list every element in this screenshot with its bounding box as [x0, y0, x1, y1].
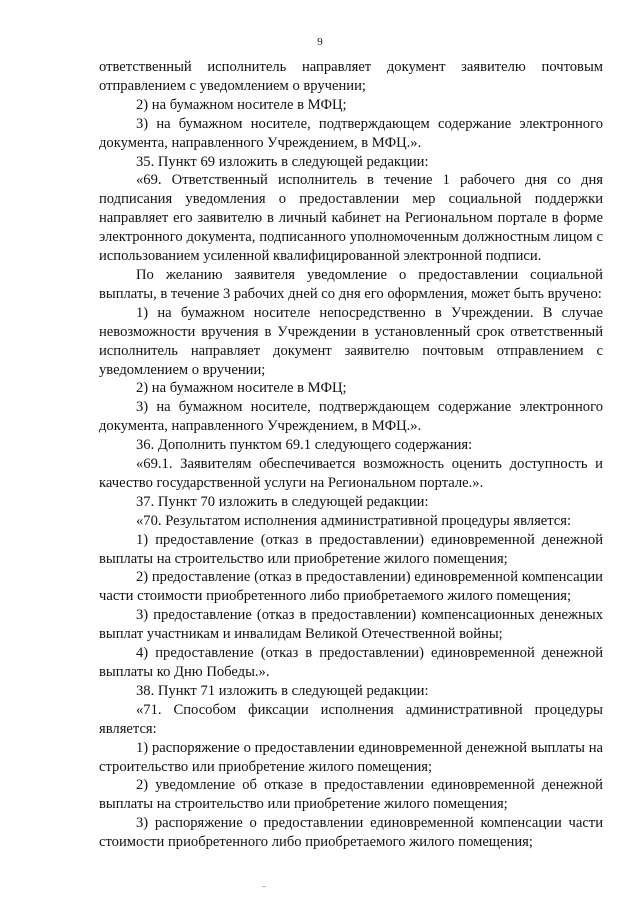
paragraph: «71. Способом фиксации исполнения административной процедуры является: — [99, 701, 603, 737]
paragraph: 38. Пункт 71 изложить в следующей редакции: — [136, 682, 429, 699]
paragraph: 37. Пункт 70 изложить в следующей редакции: — [136, 493, 429, 510]
page-number: 9 — [317, 36, 323, 48]
paragraph: 2) на бумажном носителе в МФЦ; — [136, 96, 347, 113]
paragraph: 35. Пункт 69 изложить в следующей редакции: — [136, 153, 429, 170]
paragraph: 3) предоставление (отказ в предоставлении) компенсационных денежных выплат участникам и инвалидам Великой Отечественной войны; — [99, 607, 603, 643]
paragraph: «69. Ответственный исполнитель в течение 1 рабочего дня со дня подписания уведомления о предоставлении мер социальной поддержки направляет его заявителю в личный кабинет на Региональном портале в форме электронного документа, подписанного уполномоченным должностным лицом с использованием усиленной квалифицированной электронной подписи. — [99, 172, 603, 265]
scan-mark — [262, 886, 266, 887]
paragraph: ответственный исполнитель направляет документ заявителю почтовым отправлением с уведомлением о вручении; — [99, 59, 603, 94]
paragraph: 1) предоставление (отказ в предоставлении) единовременной денежной выплаты на строительство или приобретение жилого помещения; — [99, 531, 603, 567]
paragraph: 4) предоставление (отказ в предоставлении) единовременной денежной выплаты ко Дню Победы.». — [99, 645, 603, 680]
paragraph: По желанию заявителя уведомление о предоставлении социальной выплаты, в течение 3 рабочих дней со дня его оформления, может быть вручено: — [99, 266, 603, 302]
paragraph: 3) распоряжение о предоставлении единовременной компенсации части стоимости приобретенного либо приобретаемого жилого помещения; — [99, 815, 603, 851]
paragraph: «70. Результатом исполнения административной процедуры является: — [136, 512, 572, 529]
paragraph: 2) предоставление (отказ в предоставлении) единовременной компенсации части стоимости приобретенного либо приобретаемого жилого помещения; — [99, 569, 603, 605]
paragraph: 2) на бумажном носителе в МФЦ; — [136, 380, 347, 397]
paragraph: 3) на бумажном носителе, подтверждающем содержание электронного документа, направленного Учреждением, в МФЦ.». — [99, 115, 603, 151]
paragraph: «69.1. Заявителям обеспечивается возможность оценить доступность и качество государственной услуги на Региональном портале.». — [99, 456, 603, 491]
paragraph: 3) на бумажном носителе, подтверждающем содержание электронного документа, направленного Учреждением, в МФЦ.». — [99, 399, 603, 435]
document-body — [99, 58, 603, 852]
paragraph: 1) на бумажном носителе непосредственно в Учреждении. В случае невозможности вручения в Учреждении в установленный срок ответственный исполнитель направляет документ заявителю почтовым отправлением с уведомлением о вручении; — [99, 304, 603, 378]
paragraph: 1) распоряжение о предоставлении единовременной денежной выплаты на строительство или приобретение жилого помещения; — [99, 739, 603, 775]
paragraph: 36. Дополнить пунктом 69.1 следующего содержания: — [136, 437, 473, 454]
paragraph: 2) уведомление об отказе в предоставлении единовременной денежной выплаты на строительство или приобретение жилого помещения; — [99, 777, 603, 813]
